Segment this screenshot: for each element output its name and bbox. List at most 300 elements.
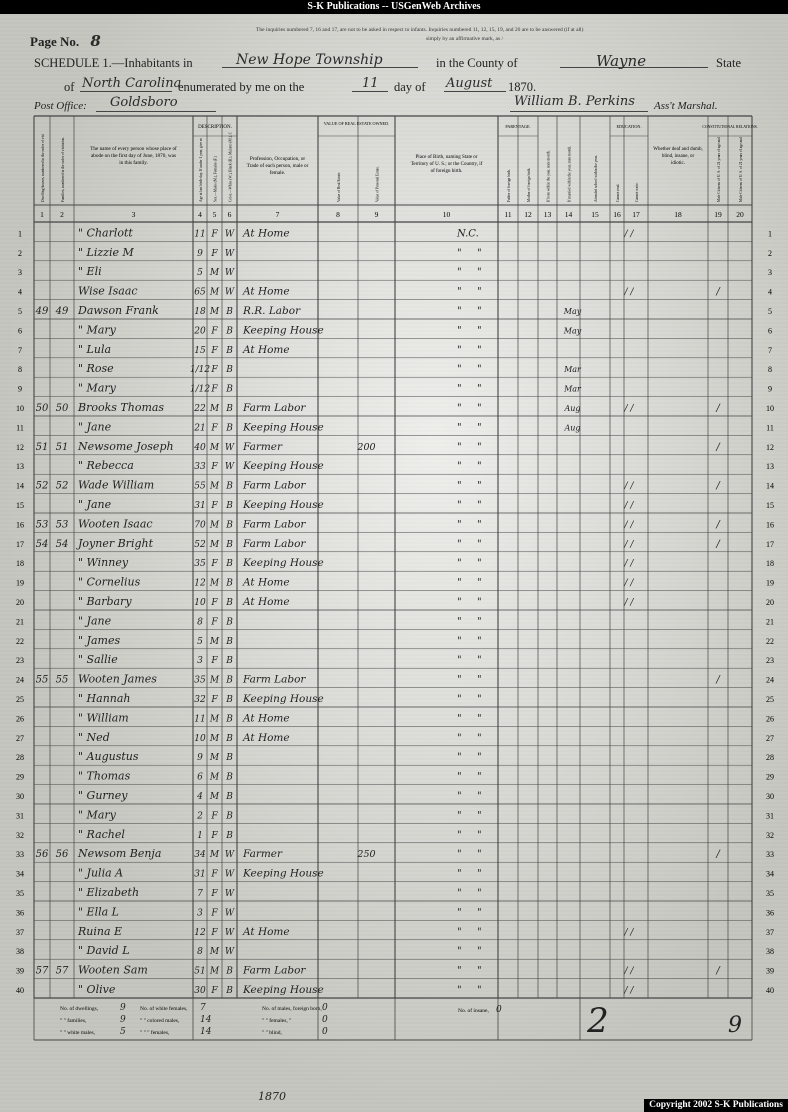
occupation: Farm Labor (243, 518, 306, 531)
citizen-mark: / (716, 519, 720, 531)
schedule-label: SCHEDULE 1.—Inhabitants in (34, 56, 193, 70)
age: 12 (194, 927, 206, 938)
header-c12: Mother of foreign birth. (527, 167, 531, 202)
birthplace: " (457, 500, 462, 511)
color: B (226, 714, 233, 725)
person-name: " Thomas (78, 769, 131, 783)
column-number: 4 (198, 210, 202, 219)
birthplace-ditto: " (477, 306, 482, 317)
education-marks: / / (624, 598, 634, 608)
row-number-left: 1 (18, 229, 22, 239)
age: 20 (194, 326, 206, 337)
column-number: 19 (714, 210, 722, 219)
white-males-value: 5 (120, 1027, 126, 1037)
enumeration-month: August (446, 76, 493, 91)
row-number-right: 29 (766, 772, 774, 782)
birthplace-ditto: " (477, 247, 482, 259)
color: B (226, 520, 233, 531)
color: W (224, 248, 235, 259)
color: B (226, 830, 233, 841)
family-number: 57 (55, 965, 69, 977)
birthplace: " (457, 985, 462, 996)
birthplace-ditto: " (477, 713, 482, 725)
blind-label: " " blind, (262, 1030, 282, 1036)
person-name: " Lizzie M (78, 245, 134, 259)
occupation: R.R. Labor (243, 305, 301, 317)
families-label: " " families, (60, 1018, 87, 1024)
page-number-label: Page No. (30, 34, 80, 49)
person-name: " Jane (78, 498, 112, 511)
age: 2 (197, 811, 203, 822)
row-number-left: 18 (16, 559, 24, 569)
sex: F (211, 617, 218, 628)
birthplace: " (457, 461, 462, 473)
occupation: Farm Labor (243, 537, 306, 550)
married-month: May (563, 307, 582, 316)
sex: F (211, 384, 218, 395)
marshal-name: William B. Perkins (514, 94, 635, 109)
color: B (226, 559, 233, 570)
row-number-right: 6 (768, 326, 772, 336)
person-name: Joyner Bright (78, 536, 154, 550)
birthplace-ditto: " (477, 694, 482, 705)
row-number-right: 33 (766, 850, 774, 860)
color: B (226, 539, 233, 550)
birthplace-ditto: " (477, 403, 482, 414)
age: 3 (197, 908, 203, 919)
row-number-left: 31 (16, 811, 24, 821)
row-number-right: 1 (768, 229, 772, 239)
sex: F (211, 598, 218, 608)
tally-mark-b: 9 (728, 1013, 742, 1038)
dwelling-number: 50 (35, 403, 49, 414)
row-number-right: 35 (766, 889, 774, 898)
color: B (226, 733, 233, 744)
person-name: Ruina E (78, 924, 123, 938)
family-number: 51 (55, 441, 69, 453)
header-occupation: Profession, Occupation, or (249, 156, 306, 162)
row-number-left: 4 (18, 287, 22, 297)
value-group-label: VALUE OF REAL ESTATE OWNED. (323, 121, 390, 126)
birthplace: " (457, 577, 462, 589)
row-number-left: 13 (16, 462, 24, 472)
family-number: 55 (55, 674, 69, 686)
birthplace-ditto: " (477, 519, 482, 531)
dwelling-number: 55 (35, 674, 49, 686)
person-name: " Rebecca (78, 459, 134, 473)
header-name: abode on the first day of June, 1870, was (91, 153, 176, 159)
education-marks: / / (624, 501, 634, 511)
birthplace-ditto: " (477, 364, 482, 376)
sex: M (209, 539, 220, 550)
header-c15: Attended school within the year. (594, 155, 598, 202)
person-name: " Jane (78, 420, 112, 434)
dwelling-number: 56 (35, 849, 49, 861)
color: B (226, 481, 233, 492)
birthplace: " (457, 597, 462, 608)
education-marks: / / (624, 520, 634, 531)
birthplace: " (457, 946, 462, 958)
age: 55 (194, 481, 206, 492)
header-disability: blind, insane, or (661, 154, 695, 159)
birthplace-ditto: " (477, 791, 482, 802)
color: B (226, 656, 233, 667)
person-name: " Augustus (78, 750, 139, 764)
header-c13: If born within the year, state month. (546, 150, 551, 202)
sex: M (209, 733, 220, 744)
married-month: Aug (564, 423, 581, 433)
row-number-right: 22 (766, 636, 774, 646)
row-number-left: 7 (18, 345, 22, 355)
age: 65 (194, 287, 206, 298)
birthplace: " (457, 694, 462, 705)
occupation: Farm Labor (243, 479, 306, 492)
age: 5 (197, 268, 203, 279)
column-number: 7 (275, 210, 280, 219)
person-name: " Jane (78, 614, 112, 628)
birthplace: " (457, 558, 462, 570)
person-name: " Julia A (78, 866, 124, 880)
instructions: The inquiries numbered 7, 16 and 17, are not to be asked in respect to infants. Inquiries numbered 11, 12, 15, 19, and 20 are to be answered (if at all) (256, 27, 584, 33)
row-number-right: 10 (766, 404, 774, 413)
copyright: Copyright 2002 S-K Publications (644, 1099, 788, 1112)
occupation: Keeping House (243, 693, 324, 705)
column-number: 10 (442, 210, 451, 219)
row-number-right: 21 (766, 617, 774, 627)
color: W (224, 442, 235, 453)
sex: M (209, 675, 220, 686)
row-number-right: 12 (766, 442, 774, 452)
row-number-right: 9 (768, 384, 772, 394)
sex: M (209, 520, 220, 531)
color: W (224, 869, 235, 880)
row-number-left: 32 (16, 830, 24, 840)
color: B (226, 636, 233, 647)
color: B (226, 695, 233, 705)
dwelling-number: 51 (35, 441, 49, 453)
birthplace-ditto: " (477, 461, 482, 473)
row-number-right: 3 (768, 268, 772, 278)
header-disability: idiotic. (670, 161, 686, 166)
age: 15 (194, 345, 206, 356)
sex: F (211, 462, 218, 473)
birthplace: " (457, 868, 462, 880)
family-number: 50 (55, 403, 69, 414)
age: 30 (194, 986, 206, 996)
header-c14: If married within the year, state month. (567, 145, 572, 202)
age: 31 (194, 501, 206, 511)
birthplace: " (457, 771, 462, 783)
age: 10 (194, 598, 206, 608)
person-name: " Elizabeth (78, 886, 140, 899)
row-number-left: 21 (16, 617, 24, 627)
birthplace-ditto: " (477, 810, 482, 822)
row-number-left: 11 (16, 423, 24, 433)
birthplace: " (457, 674, 462, 686)
year: 1870. (508, 80, 537, 94)
birthplace: " (457, 441, 462, 453)
person-name: Wade William (78, 478, 155, 492)
person-name: Dawson Frank (78, 304, 159, 317)
birthplace: " (457, 926, 462, 938)
birthplace-ditto: " (477, 597, 482, 608)
color: W (224, 462, 235, 473)
row-number-left: 28 (16, 753, 24, 763)
color: W (224, 947, 235, 958)
header-c9: Value of Personal Estate. (375, 166, 380, 202)
column-number: 5 (212, 210, 217, 219)
married-month: May (563, 326, 582, 336)
person-name: " Cornelius (78, 575, 141, 589)
row-number-left: 23 (16, 656, 24, 666)
person-name: Wooten Isaac (78, 517, 153, 531)
birthplace: " (457, 286, 462, 298)
row-number-left: 33 (16, 850, 24, 860)
birthplace-ditto: " (477, 267, 482, 279)
citizen-mark: / (716, 441, 720, 453)
of-label: of (64, 80, 75, 94)
occupation: At Home (243, 227, 290, 240)
birthplace-ditto: " (477, 674, 482, 686)
birthplace: " (457, 616, 462, 628)
dwelling-number: 53 (35, 519, 49, 531)
occupation: At Home (243, 343, 290, 356)
birthplace-ditto: " (477, 985, 482, 996)
sex: M (209, 850, 220, 861)
header-occupation: female. (269, 170, 286, 176)
header-c4: Age at last birth-day. If under 1 year, give m (199, 138, 203, 202)
constitutional-group-label: CONSTITUTIONAL RELATIONS. (702, 125, 758, 129)
state-label: State (716, 56, 741, 70)
color: B (226, 307, 233, 317)
column-number: 20 (736, 210, 744, 219)
header-c5: Sex.—Males (M.), Females (F.) (213, 156, 218, 202)
header-birthplace: of foreign birth. (430, 169, 463, 174)
header-c2: Families, numbered in the order of visitation. (61, 136, 65, 202)
citizen-mark: / (716, 286, 720, 298)
age: 70 (194, 520, 206, 531)
birthplace-ditto: " (477, 558, 482, 570)
age: 40 (194, 442, 206, 453)
birthplace-ditto: " (477, 480, 482, 492)
foreign-males-label: No. of males, foreign born, (262, 1006, 322, 1012)
birthplace: " (457, 364, 462, 376)
column-number: 1 (40, 210, 44, 219)
row-number-left: 38 (16, 947, 24, 957)
column-number: 8 (336, 210, 340, 219)
birthplace-ditto: " (477, 655, 482, 667)
occupation: At Home (243, 925, 290, 938)
education-marks: / / (624, 927, 634, 938)
sex: F (211, 811, 218, 822)
row-number-left: 39 (16, 966, 24, 976)
row-number-left: 40 (16, 986, 24, 995)
row-number-right: 30 (766, 792, 774, 801)
birthplace-ditto: " (477, 616, 482, 628)
birthplace-ditto: " (477, 946, 482, 958)
birthplace: " (457, 267, 462, 279)
birthplace-ditto: " (477, 849, 482, 861)
row-number-left: 26 (16, 714, 24, 724)
birthplace: " (457, 791, 462, 802)
education-marks: / / (624, 287, 634, 298)
sex: F (211, 695, 218, 705)
column-number: 2 (60, 210, 64, 219)
page-stamp: 1870 (258, 1090, 286, 1103)
row-number-right: 40 (766, 986, 774, 995)
column-number: 6 (227, 210, 232, 219)
person-name: " Winney (78, 556, 129, 570)
birthplace-ditto: " (477, 500, 482, 511)
sex: F (211, 830, 218, 841)
age: 1/12 (189, 365, 211, 376)
row-number-left: 10 (16, 404, 24, 413)
row-number-right: 20 (766, 598, 774, 607)
row-number-left: 30 (16, 792, 24, 801)
color: B (226, 811, 233, 822)
foreign-males-value: 0 (322, 1003, 328, 1013)
age: 9 (197, 753, 203, 764)
family-number: 54 (55, 538, 69, 550)
person-name: " Ella L (78, 905, 119, 919)
row-number-right: 18 (766, 559, 774, 569)
sex: F (211, 908, 218, 919)
birthplace: " (457, 306, 462, 317)
row-number-right: 13 (766, 462, 774, 472)
birthplace: " (457, 344, 462, 356)
colored-females-value: 14 (200, 1027, 212, 1037)
age: 12 (194, 578, 206, 589)
white-females-label: No. of white females, (140, 1006, 188, 1012)
person-name: Newsome Joseph (78, 439, 174, 453)
citizen-mark: / (716, 674, 720, 686)
color: B (226, 986, 233, 996)
family-number: 56 (55, 849, 69, 861)
age: 5 (197, 636, 203, 647)
birthplace: N.C. (457, 228, 479, 240)
color: W (224, 287, 235, 298)
birthplace-ditto: " (477, 926, 482, 938)
sex: M (209, 966, 220, 977)
person-name: " Olive (78, 983, 116, 996)
birthplace-ditto: " (477, 829, 482, 841)
foreign-females-label: " " females, " (262, 1018, 292, 1024)
banner: S-K Publications -- USGenWeb Archives (0, 0, 788, 14)
row-number-right: 5 (768, 307, 772, 316)
families-value: 9 (120, 1015, 126, 1025)
column-number: 3 (131, 210, 136, 219)
color: B (226, 345, 233, 356)
person-name: " Mary (78, 381, 116, 395)
dwelling-number: 49 (35, 306, 49, 317)
county-label: in the County of (436, 56, 518, 70)
person-name: " Mary (78, 808, 116, 822)
birthplace: " (457, 422, 462, 434)
column-number: 9 (374, 210, 379, 219)
birthplace: " (457, 383, 462, 395)
sex: F (211, 927, 218, 938)
sex: F (211, 656, 218, 667)
sex: M (209, 947, 220, 958)
education-marks: / / (624, 966, 634, 977)
row-number-left: 8 (18, 365, 22, 375)
birthplace: " (457, 480, 462, 492)
sex: F (211, 248, 218, 259)
row-number-left: 27 (16, 733, 24, 743)
occupation: Keeping House (243, 984, 324, 996)
column-number: 15 (591, 210, 599, 219)
sex: F (211, 889, 218, 899)
sex: M (209, 772, 220, 783)
color: B (226, 365, 233, 376)
dwellings-value: 9 (120, 1003, 126, 1013)
occupation: At Home (243, 731, 290, 744)
post-office: Goldsboro (110, 95, 178, 110)
occupation: Keeping House (243, 557, 324, 570)
row-number-right: 39 (766, 966, 774, 976)
age: 31 (194, 869, 206, 880)
age: 21 (194, 423, 206, 434)
person-name: Brooks Thomas (78, 401, 165, 414)
column-number: 18 (674, 210, 682, 219)
row-number-left: 3 (18, 268, 22, 278)
age: 22 (194, 404, 206, 414)
header-c20: Male Citizens of U. S. of 21 years of age and (739, 137, 743, 202)
dwelling-number: 57 (35, 965, 49, 977)
education-marks: / / (624, 404, 634, 414)
color: W (224, 889, 235, 899)
dwelling-number: 52 (35, 480, 49, 492)
foreign-females-value: 0 (322, 1015, 328, 1025)
sex: F (211, 559, 218, 570)
age: 11 (194, 229, 206, 240)
birthplace: " (457, 810, 462, 822)
insane-label: No. of insane, (458, 1008, 489, 1014)
description-group-label: DESCRIPTION. (198, 125, 232, 130)
age: 35 (194, 675, 206, 686)
birthplace: " (457, 655, 462, 667)
column-number: 11 (504, 210, 512, 219)
colored-females-label: " " " females, (140, 1030, 170, 1036)
person-name: Wise Isaac (78, 284, 138, 298)
person-name: " Mary (78, 323, 116, 337)
marshal-label: Ass't Marshal. (654, 100, 718, 112)
county: Wayne (596, 52, 647, 70)
row-number-right: 19 (766, 578, 774, 588)
row-number-right: 24 (766, 675, 774, 685)
education-marks: / / (624, 578, 634, 589)
row-number-left: 12 (16, 442, 24, 452)
occupation: At Home (243, 576, 290, 589)
row-number-left: 17 (16, 539, 24, 549)
instructions-2: simply by an affirmative mark, as / (426, 36, 504, 42)
age: 8 (197, 947, 203, 958)
dwellings-label: No. of dwellings, (60, 1006, 99, 1012)
birthplace: " (457, 325, 462, 337)
row-number-right: 17 (766, 539, 774, 549)
occupation: Farm Labor (243, 673, 306, 686)
sex: M (209, 404, 220, 414)
family-number: 53 (55, 519, 69, 531)
row-number-left: 34 (16, 869, 24, 879)
color: B (226, 966, 233, 977)
post-office-label: Post Office: (34, 100, 87, 112)
occupation: At Home (243, 712, 290, 725)
education-group-label: EDUCATION. (616, 124, 642, 129)
header-name: in this family. (119, 160, 148, 166)
row-number-right: 38 (766, 947, 774, 957)
header-c17: Cannot write. (635, 182, 639, 202)
